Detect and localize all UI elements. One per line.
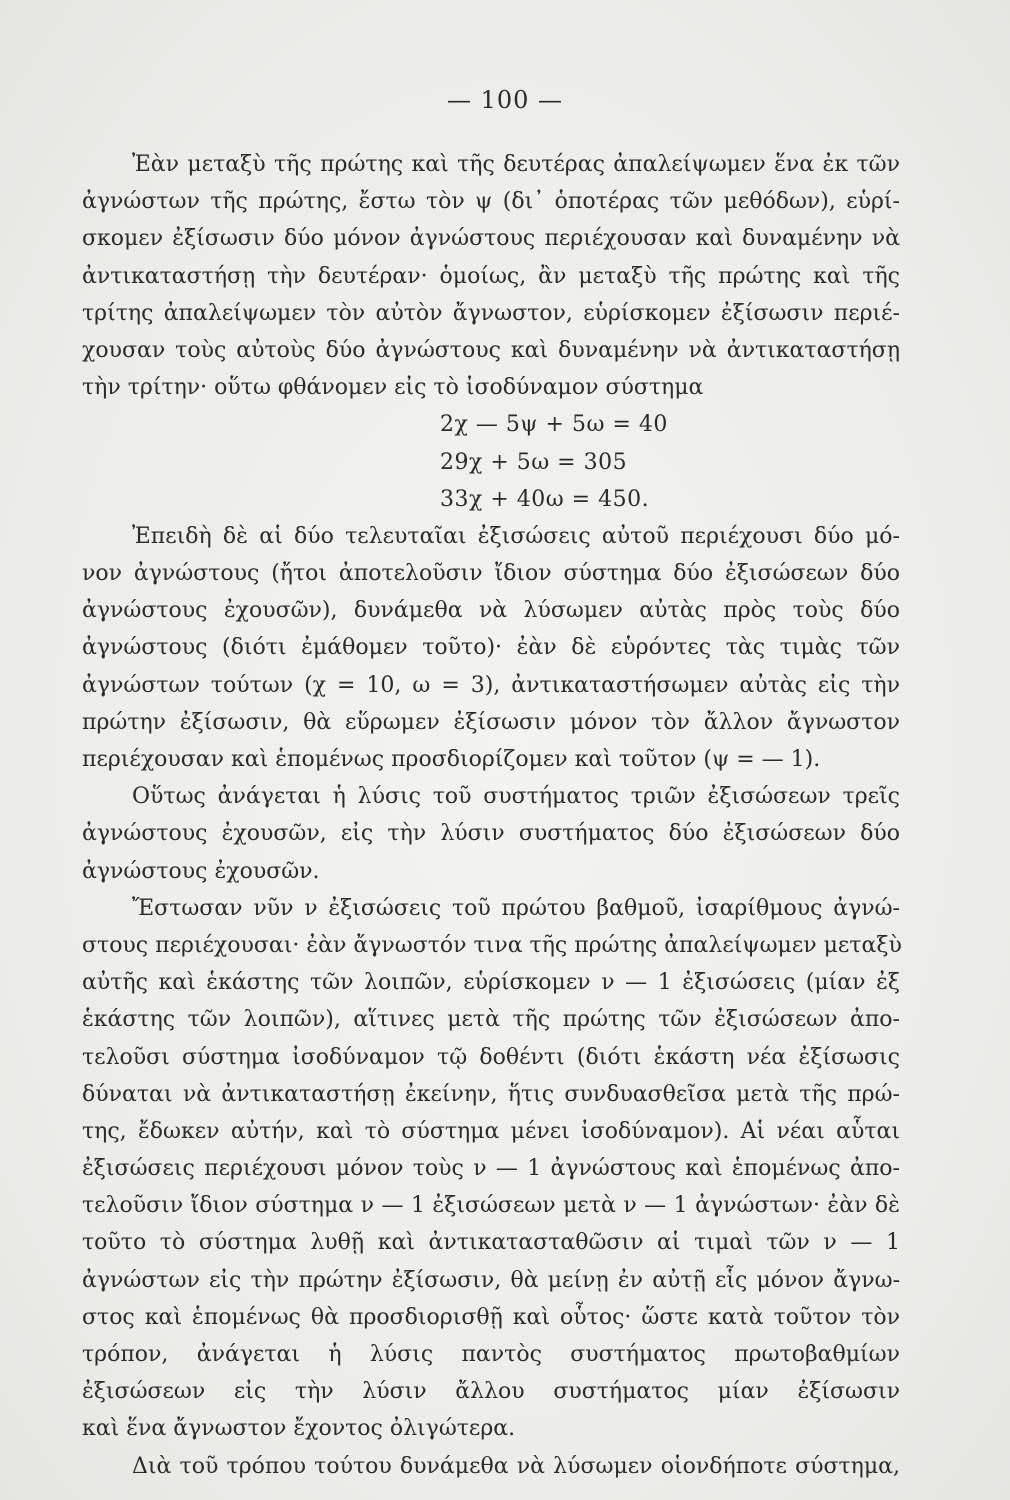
text-line: Ἐὰν μεταξὺ τῆς πρώτης καὶ τῆς δευτέρας ἀπαλείψωμεν ἕνα ἐκ τῶν	[132, 152, 900, 177]
text-line: τρίτης ἀπαλείψωμεν τὸν αὐτὸν ἄγνωστον, εὑρίσκομεν ἐξίσωσιν περιέ-	[82, 300, 900, 326]
text-line: αὐτῆς καὶ ἑκάστης τῶν λοιπῶν, εὑρίσκομεν ν — 1 ἐξισώσεις (μίαν ἐξ	[82, 970, 900, 996]
equation-2: 29χ + 5ω = 305	[440, 449, 628, 475]
text-line: τελοῦσιν ἴδιον σύστημα ν — 1 ἐξισώσεων μετὰ ν — 1 ἀγνώστων· ἐὰν δὲ	[82, 1193, 900, 1219]
text-line: καὶ ἕνα ἄγνωστον ἔχοντος ὀλιγώτερα.	[82, 1416, 516, 1442]
text-line: πρώτην ἐξίσωσιν, θὰ εὕρωμεν ἐξίσωσιν μόνον τὸν ἄλλον ἄγνωστον	[82, 709, 900, 735]
text-line: Ἔστωσαν νῦν ν ἐξισώσεις τοῦ πρώτου βαθμοῦ, ἰσαρίθμους ἀγνώ-	[132, 895, 900, 921]
text-line: τοῦτο τὸ σύστημα λυθῇ καὶ ἀντικατασταθῶσιν αἱ τιμαὶ τῶν ν — 1	[82, 1230, 900, 1256]
text-line: ἀγνώστους (διότι ἐμάθομεν τοῦτο)· ἐὰν δὲ εὑρόντες τὰς τιμὰς τῶν	[82, 635, 900, 661]
page-number: — 100 —	[446, 86, 564, 114]
text-line: ἀγνώστων εἰς τὴν πρώτην ἐξίσωσιν, θὰ μείνῃ ἐν αὐτῇ εἷς μόνον ἄγνω-	[82, 1267, 900, 1293]
text-line: ἀγνώστους ἐχουσῶν), δυνάμεθα νὰ λύσωμεν αὐτὰς πρὸς τοὺς δύο	[82, 598, 900, 624]
text-line: στος καὶ ἑπομένως θὰ προσδιορισθῇ καὶ οὗτος· ὥστε κατὰ τοῦτον τὸν	[82, 1304, 900, 1330]
text-line: δύναται νὰ ἀντικαταστήσῃ ἐκείνην, ἥτις συνδυασθεῖσα μετὰ τῆς πρώ-	[82, 1081, 900, 1107]
text-line: ἑκάστης τῶν λοιπῶν), αἵτινες μετὰ τῆς πρώτης τῶν ἐξισώσεων ἀπο-	[82, 1007, 900, 1033]
text-line: ἀγνώστων τούτων (χ = 10, ω = 3), ἀντικαταστήσωμεν αὐτὰς εἰς τὴν	[82, 672, 900, 698]
body-text	[82, 146, 900, 1485]
text-line: τὴν τρίτην· οὕτω φθάνομεν εἰς τὸ ἰσοδύναμον σύστημα	[82, 375, 704, 401]
text-line: της, ἔδωκεν αὐτήν, καὶ τὸ σύστημα μένει ἰσοδύναμον). Αἱ νέαι αὗται	[82, 1118, 900, 1144]
text-line: ἐξισώσεις περιέχουσι μόνον τοὺς ν — 1 ἀγνώστους καὶ ἑπομένως ἀπο-	[82, 1156, 900, 1182]
equation-1: 2χ — 5ψ + 5ω = 40	[440, 412, 668, 438]
text-line: περιέχουσαν καὶ ἑπομένως προσδιορίζομεν καὶ τοῦτον (ψ = — 1).	[82, 747, 821, 772]
equation-3: 33χ + 40ω = 450.	[440, 486, 650, 512]
text-line: ἀντικαταστήσῃ τὴν δευτέραν· ὁμοίως, ἂν μεταξὺ τῆς πρώτης καὶ τῆς	[82, 263, 900, 289]
text-line: ἀγνώστους ἐχουσῶν.	[82, 858, 320, 884]
text-line: στους περιέχουσαι· ἐὰν ἄγνωστόν τινα τῆς πρώτης ἀπαλείψωμεν μεταξὺ	[82, 932, 902, 958]
text-line: σκομεν ἐξίσωσιν δύο μόνον ἀγνώστους περιέχουσαν καὶ δυναμένην νὰ	[82, 226, 900, 252]
text-line: Διὰ τοῦ τρόπου τούτου δυνάμεθα νὰ λύσωμεν οἱονδήποτε σύστημα,	[132, 1453, 900, 1479]
text-line: τελοῦσι σύστημα ἰσοδύναμον τῷ δοθέντι (διότι ἑκάστη νέα ἐξίσωσις	[82, 1044, 900, 1070]
text-line: ἀγνώστους ἐχουσῶν, εἰς τὴν λύσιν συστήματος δύο ἐξισώσεων δύο	[82, 821, 900, 847]
text-line: χουσαν τοὺς αὐτοὺς δύο ἀγνώστους καὶ δυναμένην νὰ ἀντικαταστήσῃ	[82, 337, 900, 363]
text-line: τρόπον, ἀνάγεται ἡ λύσις παντὸς συστήματος πρωτοβαθμίων	[82, 1342, 900, 1367]
text-line: Οὕτως ἀνάγεται ἡ λύσις τοῦ συστήματος τριῶν ἐξισώσεων τρεῖς	[132, 784, 900, 810]
text-line: ἐξισώσεων εἰς τὴν λύσιν ἄλλου συστήματος μίαν ἐξίσωσιν	[82, 1379, 900, 1405]
text-line: ἀγνώστων τῆς πρώτης, ἔστω τὸν ψ (δι᾿ ὁποτέρας τῶν μεθόδων), εὑρί-	[82, 189, 900, 215]
text-line: νον ἀγνώστους (ἤτοι ἀποτελοῦσιν ἴδιον σύστημα δύο ἐξισώσεων δύο	[82, 561, 900, 587]
text-line: Ἐπειδὴ δὲ αἱ δύο τελευταῖαι ἐξισώσεις αὐτοῦ περιέχουσι δύο μό-	[132, 523, 900, 549]
